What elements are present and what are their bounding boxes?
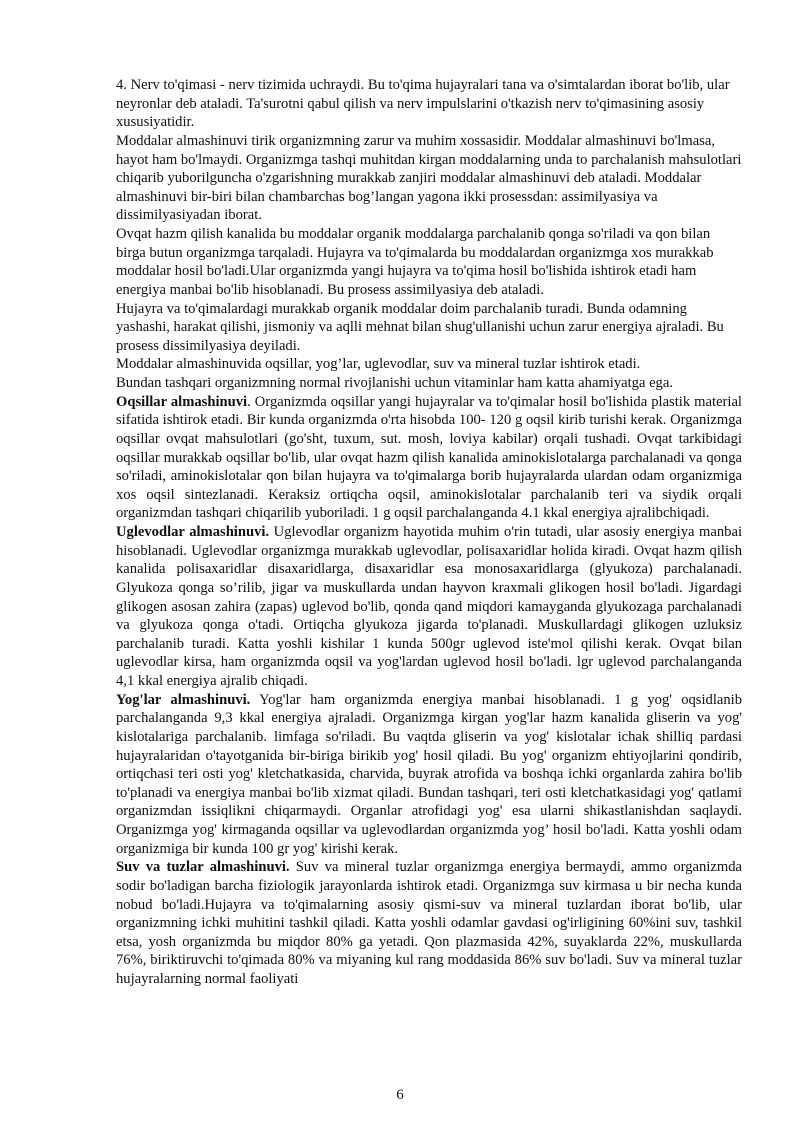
- paragraph-metabolism-intro: Moddalar almashinuvi tirik organizmning zarur va muhim xossasidir. Moddalar almashinuvi bo'lmasa, hayot ham bo'lmaydi. Organizmga tashqi muhitdan kirgan moddalarning unda to parchalanish mahsulotlari chiqarib yuborilguncha o'zgarishning murakkab zanjiri moddalar almashinuvi deb ataladi. Moddalar almashinuvi bir-biri bilan chambarchas bog’langan yagona ikki prosessdan: assimilyasiya va dissimilyasiyadan iborat.: [116, 132, 742, 224]
- paragraph-assimilation: Ovqat hazm qilish kanalida bu moddalar organik moddalarga parchalanib qonga so'riladi va qon bilan birga butun organizmga tarqaladi. Hujayra va to'qimalarda bu moddalardan organizmga xos murakkab moddalar hosil bo'ladi.Ular organizmda yangi hujayra va to'qima hosil bo'lishida ishtirok etadi ham energiya manbai bo'lib hisoblanadi. Bu prosess assimilyasiya deb ataladi.: [116, 226, 714, 298]
- page-body: [116, 76, 742, 989]
- section-fat-metabolism: [116, 691, 742, 859]
- section-heading-carbohydrate: Uglevodlar almashinuvi.: [116, 524, 270, 540]
- paragraph-dissimilation: Hujayra va to'qimalardagi murakkab organik moddalar doim parchalanib turadi. Bunda odamning yashashi, harakat qilishi, jismoniy va aqlli mehnat bilan shug'ullanishi uchun zarur energiya ajraladi. Bu prosess dissimilyasiya deyiladi.: [116, 300, 724, 354]
- section-heading-protein: Oqsillar almashinuvi: [116, 393, 248, 410]
- section-protein-metabolism: [116, 393, 742, 523]
- page-number: 6: [396, 1087, 404, 1103]
- paragraph-vitamins: Bundan tashqari organizmning normal rivojlanishi uchun vitaminlar ham katta ahamiyatga ega.: [116, 375, 673, 391]
- section-carbohydrate-metabolism: [116, 523, 742, 691]
- paragraph-metabolism-participants: Moddalar almashinuvida oqsillar, yog’lar, uglevodlar, suv va mineral tuzlar ishtirok etadi.: [116, 356, 641, 373]
- section-text-water-salt: Suv va mineral tuzlar organizmga energiya bermaydi, ammo organizmda sodir bo'ladigan barcha fiziologik jarayonlarda ishtirok etadi. Organizmga suv kirmasa u bir necha kunda nobud bo'ladi.Hujayra va to'qimalarning asosiy qismi-suv va mineral tuzlardan iborat bo'lib, ular organizmning ichki muhitini tashkil qiladi. Katta yoshli odamlar gavdasi og'irligining 60%ini suv, tashkil etsa, yosh organizmda bu miqdor 80% ga yetadi. Qon plazmasida 42%, suyaklarda 22%, muskullarda 76%, biriktiruvchi to'qimada 80% va miyaning kul rang moddasida 86% suv bo'ladi. Suv va mineral tuzlar hujayralarning normal faoliyati: [116, 859, 742, 987]
- section-water-salt-metabolism: [116, 858, 742, 988]
- section-text-fat: Yog'lar ham organizmda energiya manbai hisoblanadi. 1 g yog' oqsidlanib parchalanganda 9,3 kkal energiya ajraladi. Organizmga kirgan yog'lar hazm kanalida gliserin va yog' kislotalariga parchalanib. limfaga so'riladi. Bu vaqtda gliserin va yog' kislotalar ichak shilliq pardasi hujayralaridan o'tayotganida bir-biriga birikib yog' hosil qiladi. Bu yog' organizm ehtiyojlarini qondirib, ortiqchasi teri osti yog' kletchatkasida, charvida, buyrak atrofida va boshqa ichki organlarda zahira bo'lib to'planadi va energiya manbai bo'lib xizmat qiladi. Bundan tashqari, teri osti kletchatkasidagi yog' qatlami organizmdan issiqlikni chiqarmaydi. Organlar atrofidagi yog' esa ularni shikastlanishdan saqlaydi. Organizmga yog' kirmaganda oqsillar va uglevodlardan organizmda yog’ hosil bo'ladi. Katta yoshli odam organizmiga bir kunda 100 gr yog' kirishi kerak.: [116, 691, 742, 857]
- section-heading-fat: Yog'lar almashinuvi.: [116, 691, 251, 708]
- section-heading-water-salt: Suv va tuzlar almashinuvi.: [116, 859, 290, 876]
- paragraph-nerve-tissue: 4. Nerv to'qimasi - nerv tizimida uchraydi. Bu to'qima hujayralari tana va o'simtalardan iborat bo'lib, ular neyronlar deb ataladi. Ta'surotni qabul qilish va nerv impulslarini o'tkazish nerv to'qimasining asosiy xususiyatidir.: [116, 77, 730, 131]
- section-text-carbohydrate: Uglevodlar organizm hayotida muhim o'rin tutadi, ular asosiy energiya manbai hisoblanadi. Uglevodlar organizmga murakkab uglevodlar, polisaxaridlar holida kiradi. Ovqat hazm qilish kanalida polisaxaridlar disaxaridlarga, disaxaridlar esa monosaxaridlarga (glyukoza) parchalanadi. Glyukoza qonga so’rilib, jigar va muskullarda undan hayvon kraxmali glikogen hosil bo'ladi. Jigardagi glikogen asosan zahira (zapas) uglevod bo'lib, qonda qand miqdori kamayganda glyukozaga parchalanadi va glyukoza qonga o'tadi. Ortiqcha glyukoza jigarda to'planadi. Muskullardagi glikogen uzluksiz parchalanib turadi. Katta yoshli kishilar 1 kunda 500gr uglevod iste'mol qilishi kerak. Ovqat bilan uglevodlar kirsa, ham organizmda oqsil va yog'lardan uglevod hosil bo'ladi. lgr uglevod parchalanganda 4,1 kkal energiya ajralib chiqadi.: [116, 524, 742, 689]
- section-text-protein: . Organizmda oqsillar yangi hujayralar va to'qimalar hosil bo'lishida plastik material sifatida ishtirok etadi. Bir kunda organizmda o'rta hisobda 100- 120 g oqsil kirib turishi kerak. Organizmga oqsillar ovqat mahsulotlari (go'sht, tuxum, sut. mosh, loviya kabilar) orqali tushadi. Ovqat tarkibidagi oqsillar murakkab oqsillar bo'lib, ular ovqat hazm qilish kanalida aminokislotalarga parchalanadi va qonga so'riladi, aminokislotalar qon bilan hujayra va to'qimalarga borib hujayralarda ulardan odam organizmiga xos oqsil sintezlanadi. Keraksiz ortiqcha oqsil, aminokislotalar parchalanib teri va siydik orqali organizmdan tashqari chiqarilib yuboriladi. 1 g oqsil parchalanganda 4.1 kkal energiya ajralibchiqadi.: [116, 393, 742, 522]
